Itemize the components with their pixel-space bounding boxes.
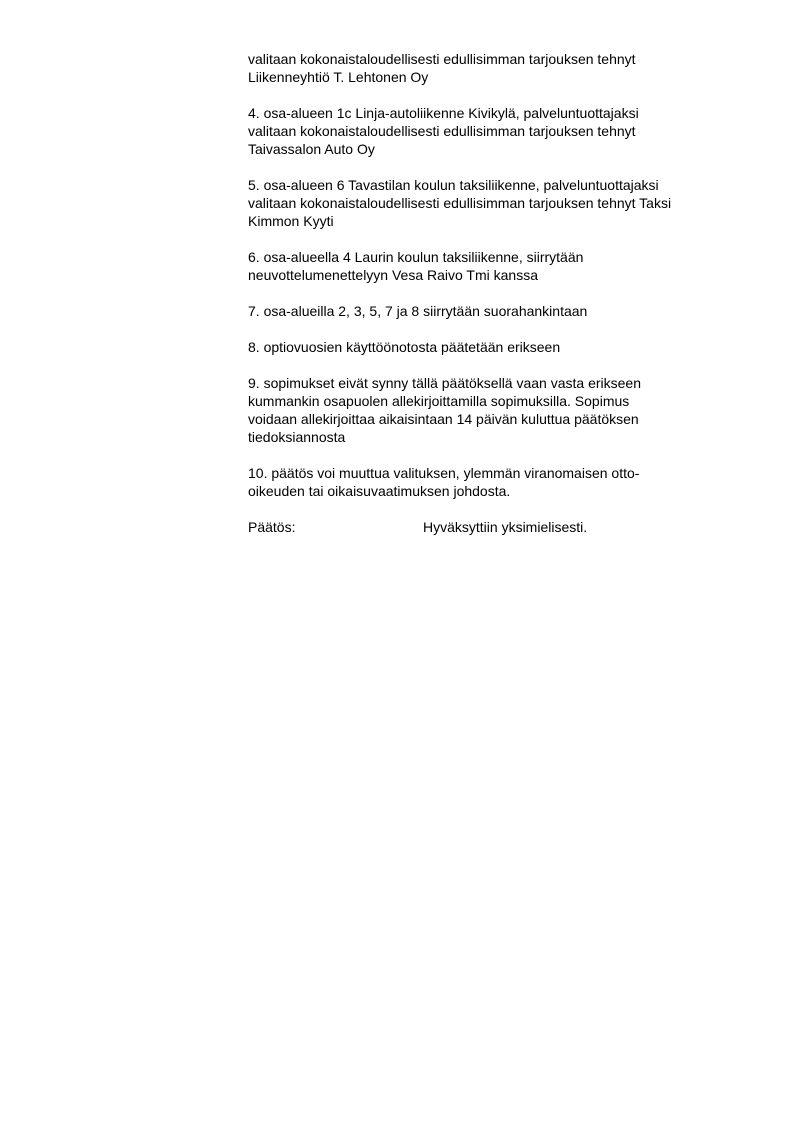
paragraph — [248, 302, 738, 320]
text-line: 7. osa-alueilla 2, 3, 5, 7 ja 8 siirrytään suorahankintaan — [248, 303, 588, 319]
text-line: 9. sopimukset eivät synny tällä päätöksellä vaan vasta erikseen — [248, 375, 641, 391]
decision-value: Hyväksyttiin yksimielisesti. — [423, 519, 588, 535]
text-line: tiedoksiannosta — [248, 429, 346, 445]
paragraph — [248, 374, 738, 446]
text-line: neuvottelumenettelyyn Vesa Raivo Tmi kanssa — [248, 267, 539, 283]
paragraph — [248, 338, 738, 356]
text-line: Taivassalon Auto Oy — [248, 141, 375, 157]
text-line: 4. osa-alueen 1c Linja-autoliikenne Kivikylä, palveluntuottajaksi — [248, 105, 639, 121]
text-line: 5. osa-alueen 6 Tavastilan koulun taksiliikenne, palveluntuottajaksi — [248, 177, 659, 193]
decision-label: Päätös: — [248, 519, 296, 535]
text-line: 8. optiovuosien käyttöönotosta päätetään erikseen — [248, 339, 561, 355]
text-line: valitaan kokonaistaloudellisesti edullisimman tarjouksen tehnyt — [248, 51, 636, 67]
paragraph-list — [248, 50, 738, 500]
paragraph — [248, 464, 738, 500]
paragraph — [248, 248, 738, 284]
text-line: valitaan kokonaistaloudellisesti edullisimman tarjouksen tehnyt Taksi — [248, 195, 672, 211]
text-line: 10. päätös voi muuttua valituksen, ylemmän viranomaisen otto- — [248, 465, 640, 481]
text-line: valitaan kokonaistaloudellisesti edullisimman tarjouksen tehnyt — [248, 123, 636, 139]
paragraph — [248, 50, 738, 86]
text-line: Liikenneyhtiö T. Lehtonen Oy — [248, 69, 429, 85]
text-line: 6. osa-alueella 4 Laurin koulun taksiliikenne, siirrytään — [248, 249, 584, 265]
paragraph — [248, 104, 738, 158]
document-page — [248, 50, 738, 536]
paragraph — [248, 176, 738, 230]
decision-row — [248, 518, 738, 536]
text-line: oikeuden tai oikaisuvaatimuksen johdosta. — [248, 483, 511, 499]
text-line: voidaan allekirjoittaa aikaisintaan 14 päivän kuluttua päätöksen — [248, 411, 639, 427]
text-line: kummankin osapuolen allekirjoittamilla sopimuksilla. Sopimus — [248, 393, 630, 409]
text-line: Kimmon Kyyti — [248, 213, 334, 229]
